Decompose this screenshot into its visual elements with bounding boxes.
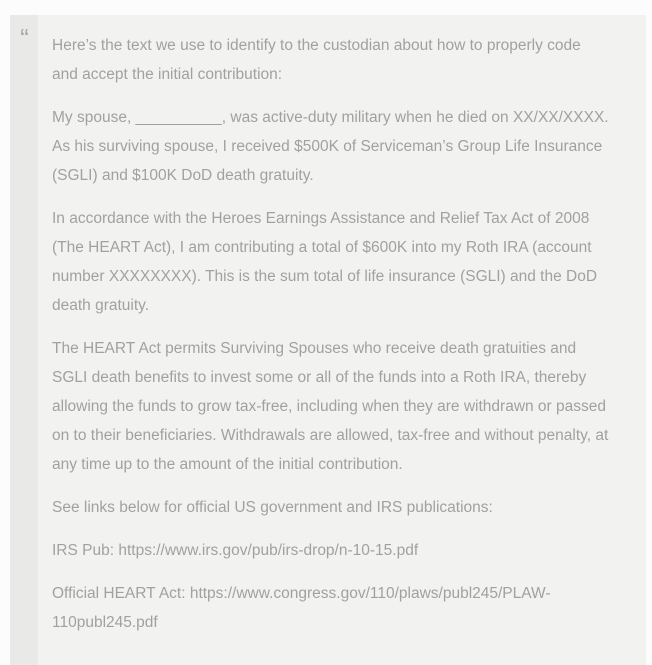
quote-paragraph-links-intro: See links below for official US government and IRS publications: (52, 499, 493, 516)
quotation-mark-icon: “ (20, 23, 28, 53)
quote-paragraph-heart-act-details: The HEART Act permits Surviving Spouses who receive death gratuities and SGLI death benefits to invest some or all of the funds into a Roth IRA, thereby allowing the funds to grow tax-free, including when they are withdrawn or passed on to their beneficiaries. Withdrawals are allowed, tax-free and without penalty, at any time up to the amount of the initial contribution. (52, 340, 609, 473)
quote-paragraph-intro: Here’s the text we use to identify to the custodian about how to properly code and accept the initial contribution: (52, 37, 581, 83)
quote-gutter (10, 15, 38, 665)
quote-paragraph-heart-act-contribution: In accordance with the Heroes Earnings Assistance and Relief Tax Act of 2008 (The HEART Act), I am contributing a total of $600K into my Roth IRA (account number XXXXXXXX). This is the sum total of life insurance (SGLI) and the DoD death gratuity. (52, 210, 598, 314)
quote-block (10, 15, 646, 665)
quote-paragraph-spouse-statement: My spouse, __________, was active-duty military when he died on XX/XX/XXXX. As his surviving spouse, I received $500K of Serviceman’s Group Life Insurance (SGLI) and $100K DoD death gratuity. (52, 109, 609, 184)
quote-paragraph-irs-pub-link: IRS Pub: https://www.irs.gov/pub/irs-drop/n-10-15.pdf (52, 542, 419, 559)
quote-paragraph-heart-act-link: Official HEART Act: https://www.congress.gov/110/plaws/publ245/PLAW-110publ245.pdf (52, 585, 551, 631)
quote-content (38, 15, 646, 665)
